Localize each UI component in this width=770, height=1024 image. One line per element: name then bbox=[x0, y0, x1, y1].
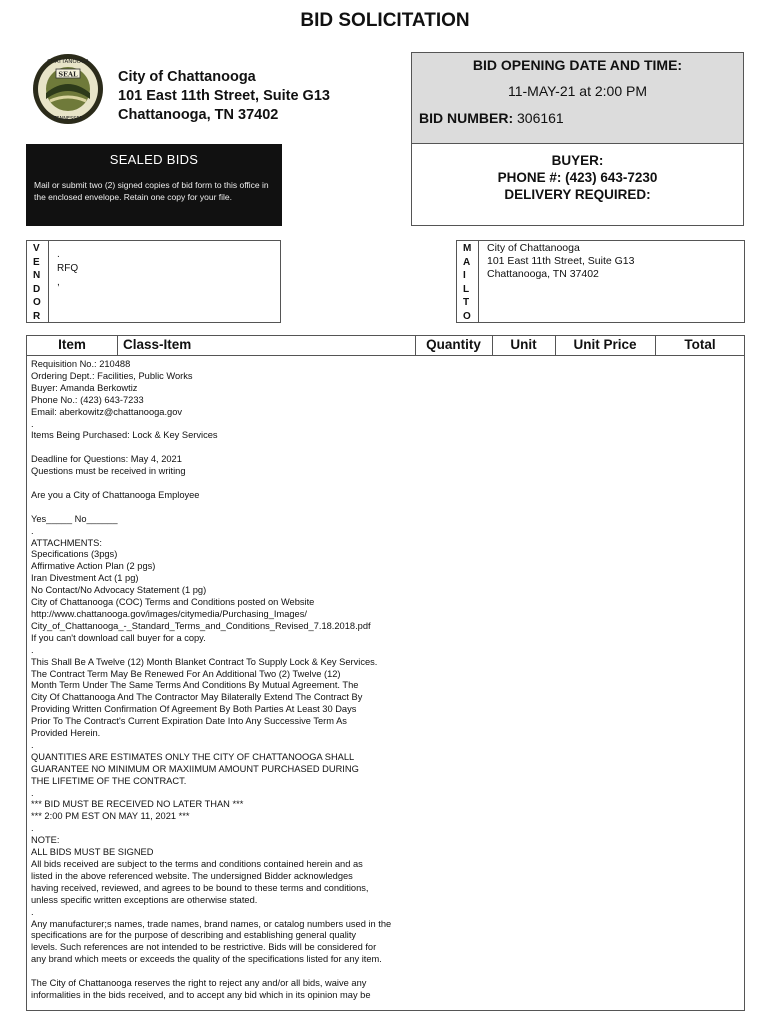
col-class-item: Class-Item bbox=[123, 337, 192, 352]
description-line: City Of Chattanooga And The Contractor May Bilaterally Extend The Contract By bbox=[31, 692, 363, 703]
description-line bbox=[31, 478, 441, 490]
sealed-bids-instructions: Mail or submit two (2) signed copies of bid form to this office in the enclosed envelope. Retain one copy for your file. bbox=[34, 180, 269, 202]
mailto-vertical-label bbox=[463, 242, 473, 323]
description-line: Deadline for Questions: May 4, 2021 bbox=[31, 454, 182, 465]
description-line: levels. Such references are not intended to be restrictive. Bids will be considered for bbox=[31, 942, 377, 953]
mailto-letter: O bbox=[463, 310, 471, 322]
description-line: ATTACHMENTS: bbox=[31, 537, 102, 548]
description-line: Affirmative Action Plan (2 pgs) bbox=[31, 561, 156, 572]
item-description bbox=[31, 359, 441, 1002]
description-line: . bbox=[31, 644, 34, 655]
vendor-letter: D bbox=[33, 283, 41, 295]
city-name: City of Chattanooga bbox=[118, 69, 256, 85]
description-line bbox=[31, 442, 441, 454]
description-line: . bbox=[31, 418, 34, 429]
sealed-bids-box bbox=[26, 144, 282, 226]
mailto-letter: A bbox=[463, 256, 471, 268]
description-line: Email: aberkowitz@chattanooga.gov bbox=[31, 406, 183, 417]
description-line: unless specific written exceptions are otherwise stated. bbox=[31, 894, 258, 905]
description-line: Month Term Under The Same Terms And Conditions By Mutual Agreement. The bbox=[31, 680, 359, 691]
city-seal-logo bbox=[32, 53, 104, 125]
sealed-bids-title: SEALED BIDS bbox=[109, 152, 199, 167]
description-line: This Shall Be A Twelve (12) Month Blanket Contract To Supply Lock & Key Services. bbox=[31, 656, 378, 667]
description-line: Phone No.: (423) 643-7233 bbox=[31, 394, 144, 405]
vendor-text bbox=[57, 249, 78, 289]
mailto-letter: T bbox=[463, 297, 470, 308]
description-line: *** 2:00 PM EST ON MAY 11, 2021 *** bbox=[31, 811, 190, 822]
description-line: The Contract Term May Be Renewed For An Additional Two (2) Twelve (12) bbox=[31, 668, 341, 679]
description-line: The City of Chattanooga reserves the right to reject any and/or all bids, waive any bbox=[31, 978, 367, 989]
svg-text:SEAL: SEAL bbox=[58, 70, 78, 79]
delivery-required: DELIVERY REQUIRED: bbox=[504, 187, 651, 202]
document-title: BID SOLICITATION bbox=[300, 10, 470, 31]
mailto-letter: M bbox=[463, 243, 472, 254]
description-line: City_of_Chattanooga_-_Standard_Terms_and_Conditions_Revised_7.18.2018.pdf bbox=[31, 620, 371, 631]
description-line: any brand which meets or exceeds the quality of the specifications listed for any item. bbox=[31, 954, 382, 965]
vendor-letter: O bbox=[33, 297, 41, 308]
description-line: City of Chattanooga (COC) Terms and Conditions posted on Website bbox=[31, 597, 315, 608]
description-line bbox=[31, 966, 441, 978]
col-unit-price: Unit Price bbox=[573, 337, 637, 352]
bid-number-line bbox=[419, 110, 564, 126]
description-line: Iran Divestment Act (1 pg) bbox=[31, 573, 139, 584]
description-line: . bbox=[31, 525, 34, 536]
description-line: *** BID MUST BE RECEIVED NO LATER THAN *** bbox=[31, 799, 244, 810]
mailto-line-1: City of Chattanooga bbox=[487, 242, 580, 254]
description-line: QUANTITIES ARE ESTIMATES ONLY THE CITY OF CHATTANOOGA SHALL bbox=[31, 751, 355, 762]
bid-number-value: 306161 bbox=[517, 110, 564, 126]
vendor-letter: E bbox=[33, 256, 40, 268]
description-line: Providing Written Confirmation Of Agreement By Both Parties At Least 30 Days bbox=[31, 704, 357, 715]
description-line bbox=[31, 502, 441, 514]
svg-text:TENNESSEE: TENNESSEE bbox=[53, 116, 83, 122]
description-line: Buyer: Amanda Berkowtiz bbox=[31, 382, 138, 393]
mail-to-box bbox=[456, 240, 745, 323]
description-line: http://www.chattanooga.gov/images/citymedia/Purchasing_Images/ bbox=[31, 608, 307, 619]
mailto-address bbox=[487, 242, 634, 281]
mailto-letter: I bbox=[463, 270, 466, 281]
description-line: Requisition No.: 210488 bbox=[31, 359, 131, 369]
city-street: 101 East 11th Street, Suite G13 bbox=[118, 88, 330, 104]
vendor-letter: V bbox=[33, 243, 40, 254]
col-quantity: Quantity bbox=[426, 337, 481, 352]
description-line: . bbox=[31, 906, 34, 917]
description-line: Provided Herein. bbox=[31, 728, 101, 739]
description-line: No Contact/No Advocacy Statement (1 pg) bbox=[31, 585, 207, 596]
col-total: Total bbox=[684, 337, 716, 352]
buyer-label: BUYER: bbox=[551, 153, 604, 168]
description-line: . bbox=[31, 787, 34, 798]
mailto-divider bbox=[478, 241, 479, 322]
vendor-line-2: RFQ bbox=[57, 263, 79, 274]
description-line: If you can't download call buyer for a copy. bbox=[31, 632, 206, 643]
vendor-box bbox=[26, 240, 281, 323]
bid-opening-box bbox=[411, 52, 744, 144]
mailto-letter: L bbox=[463, 283, 470, 295]
vendor-line-3: , bbox=[57, 277, 60, 288]
description-line: Are you a City of Chattanooga Employee bbox=[31, 489, 200, 500]
description-line: GUARANTEE NO MINIMUM OR MAXIIMUM AMOUNT PURCHASED DURING bbox=[31, 763, 359, 774]
description-line: Any manufacturer;s names, trade names, brand names, or catalog numbers used in the bbox=[31, 918, 392, 929]
svg-text:CHATTANOOGA: CHATTANOOGA bbox=[46, 59, 90, 65]
description-line: Items Being Purchased: Lock & Key Services bbox=[31, 430, 218, 441]
vendor-letter: N bbox=[33, 270, 41, 281]
description-line: THE LIFETIME OF THE CONTRACT. bbox=[31, 775, 187, 786]
col-unit: Unit bbox=[510, 337, 537, 352]
vendor-vertical-label bbox=[33, 242, 43, 323]
description-line: having received, reviewed, and agrees to be bound to these terms and conditions, bbox=[31, 882, 369, 893]
description-line: Questions must be received in writing bbox=[31, 466, 186, 477]
mailto-line-2: 101 East 11th Street, Suite G13 bbox=[487, 255, 635, 267]
city-address-block bbox=[118, 68, 330, 125]
description-line: . bbox=[31, 823, 34, 834]
description-line: Yes_____ No______ bbox=[31, 513, 118, 524]
description-line: Ordering Dept.: Facilities, Public Works bbox=[31, 370, 193, 381]
buyer-box bbox=[411, 144, 744, 226]
vendor-divider bbox=[48, 241, 49, 322]
vendor-letter: R bbox=[33, 310, 41, 322]
city-citystate: Chattanooga, TN 37402 bbox=[118, 107, 279, 123]
buyer-phone: PHONE #: (423) 643-7230 bbox=[497, 170, 658, 185]
mailto-line-3: Chattanooga, TN 37402 bbox=[487, 268, 599, 280]
description-line: . bbox=[31, 739, 34, 750]
bid-number-label: BID NUMBER: bbox=[419, 110, 514, 126]
description-line: ALL BIDS MUST BE SIGNED bbox=[31, 847, 154, 858]
bid-opening-date: 11-MAY-21 at 2:00 PM bbox=[507, 83, 648, 99]
description-line: informalities in the bids received, and to accept any bid which in its opinion may be bbox=[31, 989, 371, 1000]
col-divider bbox=[117, 336, 118, 355]
description-line: All bids received are subject to the terms and conditions contained herein and as bbox=[31, 859, 363, 870]
bid-opening-heading: BID OPENING DATE AND TIME: bbox=[472, 57, 683, 73]
items-table bbox=[26, 335, 745, 1011]
description-line: Specifications (3pgs) bbox=[31, 549, 118, 560]
description-line: Prior To The Contract's Current Expiration Date Into Any Successive Term As bbox=[31, 716, 347, 727]
col-item: Item bbox=[58, 337, 86, 352]
description-line: listed in the above referenced website. The undersigned Bidder acknowledges bbox=[31, 870, 353, 881]
vendor-line-1: . bbox=[57, 249, 60, 260]
description-line: NOTE: bbox=[31, 835, 60, 846]
table-header bbox=[27, 336, 744, 356]
description-line: specifications are for the purpose of describing and establishing general quality bbox=[31, 930, 357, 941]
